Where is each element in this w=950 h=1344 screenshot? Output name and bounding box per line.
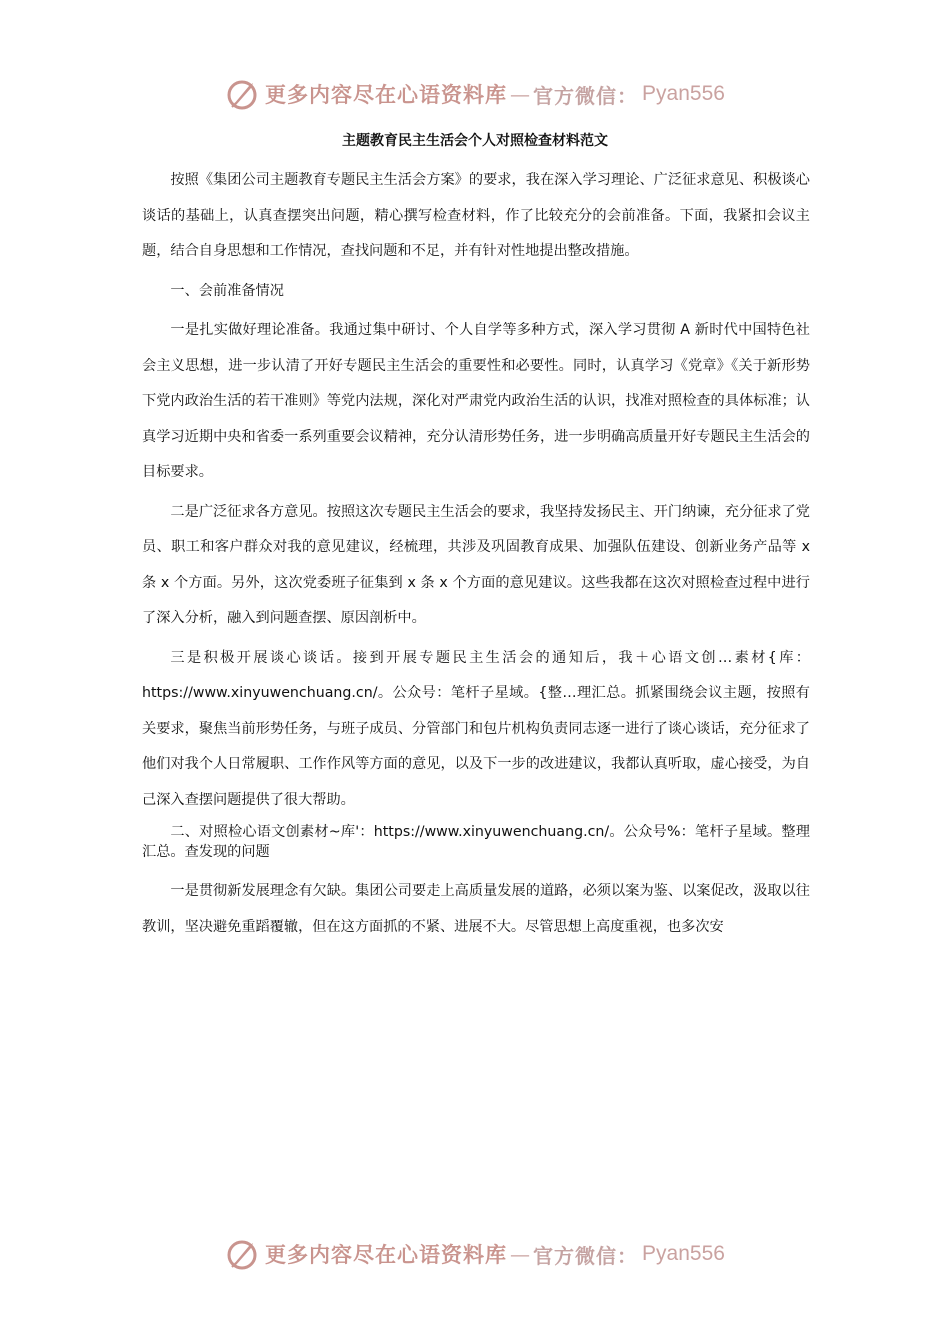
banner-official-label: 官方微信：	[533, 83, 639, 108]
quill-pen-logo-icon	[225, 1237, 259, 1271]
section-heading-preparation: 一、会前准备情况	[170, 282, 284, 299]
paragraph-new-development-concept: 一是贯彻新发展理念有欠缺。集团公司要走上高质量发展的道路，必须以案为鉴、以案促改，汲取以往教训，坚决避免重蹈覆辙，但在这方面抓的不紧、进展不大。尽管思想上高度重视，也多次安	[142, 883, 810, 935]
banner-main-text: 更多内容尽在心语资料库	[265, 82, 508, 107]
quill-pen-logo-icon	[225, 77, 259, 111]
header-watermark-banner	[0, 72, 950, 116]
banner-separator: —	[510, 1242, 531, 1266]
banner-separator: —	[510, 82, 531, 106]
footer-watermark-banner	[0, 1232, 950, 1276]
paragraph-theory-preparation: 一是扎实做好理论准备。我通过集中研讨、个人自学等多种方式，深入学习贯彻 A 新时代中国特色社会主义思想，进一步认清了开好专题民主生活会的重要性和必要性。同时，认真学习《党章》《关于新形势下党内政治生活的若干准则》等党内法规，深化对严肃党内政治生活的认识，找准对照检查的具体标准；认真学习近期中央和省委一系列重要会议精神，充分认清形势任务，进一步明确高质量开好专题民主生活会的目标要求。	[142, 322, 810, 480]
paragraph-solicit-opinions: 二是广泛征求各方意见。按照这次专题民主生活会的要求，我坚持发扬民主、开门纳谏，充分征求了党员、职工和客户群众对我的意见建议，经梳理，共涉及巩固教育成果、加强队伍建设、创新业务产品等 x 条 x 个方面。另外，这次党委班子征集到 x 条 x 个方面的意见建议。这些我都在这次对照检查过程中进行了深入分析，融入到问题查摆、原因剖析中。	[142, 503, 810, 626]
section-heading-problems: 二、对照检心语文创素材~库'：https://www.xinyuwenchuang.cn/。公众号%：笔杆子星域。整理汇总。查发现的问题	[142, 824, 810, 860]
banner-main-text: 更多内容尽在心语资料库	[265, 1242, 508, 1267]
banner-wechat-id: Pyan556	[642, 82, 725, 105]
banner-official-label: 官方微信：	[533, 1243, 639, 1268]
paragraph-intro: 按照《集团公司主题教育专题民主生活会方案》的要求，我在深入学习理论、广泛征求意见、积极谈心谈话的基础上，认真查摆突出问题，精心撰写检查材料，作了比较充分的会前准备。下面，我紧扣会议主题，结合自身思想和工作情况，查找问题和不足，并有针对性地提出整改措施。	[142, 172, 810, 259]
banner-wechat-id: Pyan556	[642, 1242, 725, 1265]
document-title: 主题教育民主生活会个人对照检查材料范文	[342, 133, 608, 149]
document-body	[142, 163, 810, 949]
paragraph-heart-to-heart-talks: 三是积极开展谈心谈话。接到开展专题民主生活会的通知后，我＋心语文创…素材{库：https://www.xinyuwenchuang.cn/。公众号：笔杆子星域。{整…理汇总。抓紧围绕会议主题，按照有关要求，聚焦当前形势任务，与班子成员、分管部门和包片机构负责同志逐一进行了谈心谈话，充分征求了他们对我个人日常履职、工作作风等方面的意见，以及下一步的改进建议，我都认真听取，虚心接受，为自己深入查摆问题提供了很大帮助。	[142, 649, 810, 808]
